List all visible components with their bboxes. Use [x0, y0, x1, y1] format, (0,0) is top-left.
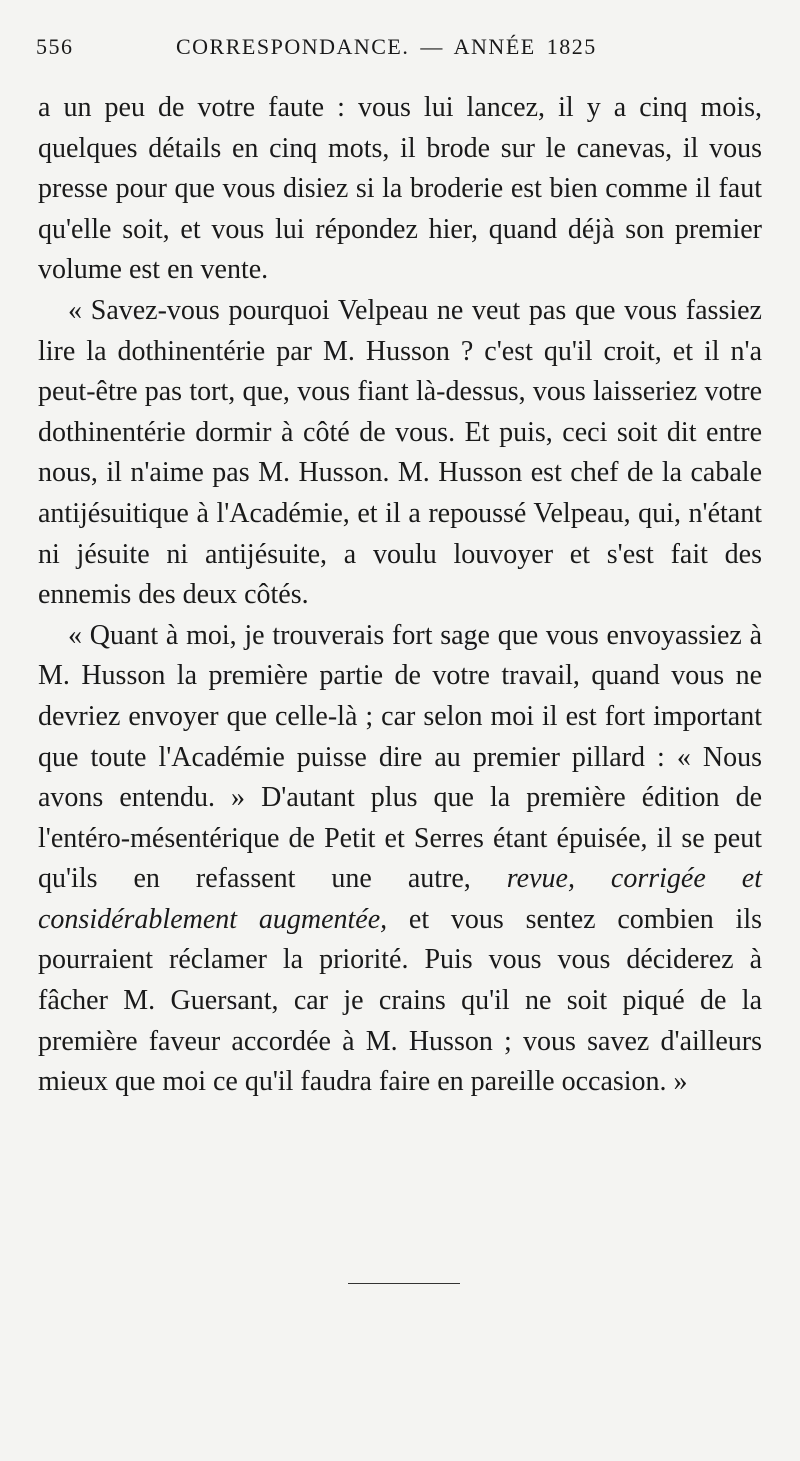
- paragraph-3: [38, 616, 762, 1103]
- running-head: CORRESPONDANCE. — ANNÉE 1825: [176, 34, 597, 59]
- paragraph-1: a un peu de votre faute : vous lui lancez, il y a cinq mois, quelques détails en cinq mots, il brode sur le canevas, il vous presse pour que vous disiez si la broderie est bien comme il faut qu'elle soit, et vous lui répondez hier, quand déjà son premier volume est en vente.: [38, 92, 762, 286]
- section-end-rule: [348, 1283, 460, 1284]
- page-header: [36, 34, 766, 64]
- paragraph-3-italic-text: revue, corrigée et considérablement augmentée,: [38, 863, 762, 935]
- paragraph-3-text-after: et vous sentez combien ils pourraient réclamer la priorité. Puis vous vous déciderez à fâcher M. Guersant, car je crains qu'il ne soit piqué de la première faveur accordée à M. Husson ; vous savez d'ailleurs mieux que moi ce qu'il faudra faire en pareille occasion. »: [38, 903, 762, 1098]
- paragraph-3-text-before: « Quant à moi, je trouverais fort sage que vous envoyassiez à M. Husson la première partie de votre travail, quand vous ne devriez envoyer que celle-là ; car selon moi il est fort important que toute l'Académie puisse dire au premier pillard : « Nous avons entendu. » D'autant plus que la première édition de l'entéro-mésentérique de Petit et Serres étant épuisée, il se peut qu'ils en refassent une autre,: [38, 619, 762, 895]
- letter-body: [38, 88, 762, 1103]
- paragraph-2: « Savez-vous pourquoi Velpeau ne veut pas que vous fassiez lire la dothinentérie par M. Husson ? c'est qu'il croit, et il n'a peut-être pas tort, que, vous fiant là-dessus, vous laisseriez votre dothinentérie dormir à côté de vous. Et puis, ceci soit dit entre nous, il n'aime pas M. Husson. M. Husson est chef de la cabale antijésuitique à l'Académie, et il a repoussé Velpeau, qui, n'étant ni jésuite ni antijésuite, a voulu louvoyer et s'est fait des ennemis des deux côtés.: [38, 294, 762, 611]
- page-number: 556: [36, 34, 74, 59]
